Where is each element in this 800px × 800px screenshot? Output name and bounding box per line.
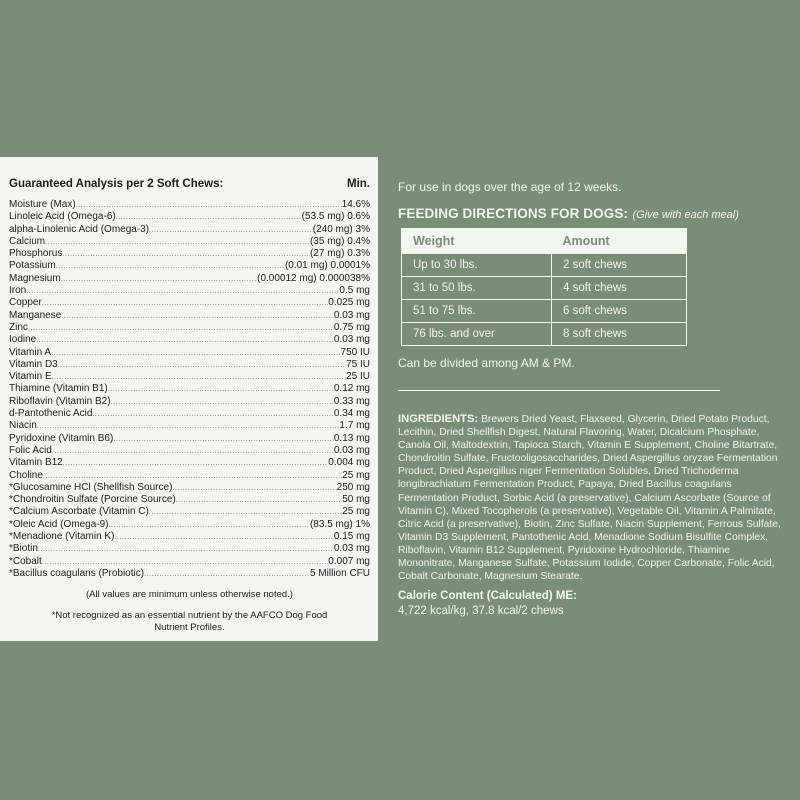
calorie-content-value: 4,722 kcal/kg, 37.8 kcal/2 chews <box>398 605 564 617</box>
leader-dots <box>51 348 340 360</box>
leader-dots <box>26 286 339 298</box>
nutrient-value: 0.03 mg <box>333 543 370 555</box>
nutrient-name: Thiamine (Vitamin B1) <box>9 383 108 395</box>
nutrient-value: (83.5 mg) 1% <box>309 518 370 530</box>
analysis-row <box>9 543 370 555</box>
nutrient-value: 0.12 mg <box>333 383 370 395</box>
nutrient-name: Folic Acid <box>9 444 52 456</box>
nutrient-name: Iodine <box>9 334 37 346</box>
aafco-note: *Not recognized as an essential nutrient by the AAFCO Dog Food Nutrient Profiles. <box>51 610 328 634</box>
amount-cell: 2 soft chews <box>552 254 687 277</box>
nutrient-value: 0.5 mg <box>339 285 370 297</box>
analysis-row <box>9 445 370 457</box>
nutrient-name: *Glucosamine HCl (Shellfish Source) <box>9 481 173 493</box>
analysis-row <box>9 420 370 432</box>
nutrient-name: Vitamin D3 <box>9 358 58 370</box>
nutrient-name: *Chondroitin Sulfate (Porcine Source) <box>9 494 176 506</box>
feeding-heading-subtitle: (Give with each meal) <box>632 209 739 221</box>
nutrient-name: *Cobalt <box>9 555 42 567</box>
analysis-row <box>9 408 370 420</box>
nutrient-name: Niacin <box>9 420 37 432</box>
calorie-content-title: Calorie Content (Calculated) ME: <box>398 590 577 602</box>
nutrient-name: Vitamin A <box>9 346 52 358</box>
analysis-min-label: Min. <box>347 178 370 190</box>
analysis-row <box>9 470 370 482</box>
analysis-row <box>9 457 370 469</box>
nutrient-name: Vitamin B12 <box>9 457 63 469</box>
nutrient-value: (0.00012 mg) 0.000038% <box>257 272 370 284</box>
nutrient-value: (240 mg) 3% <box>312 223 370 235</box>
nutrient-value: 0.75 mg <box>333 321 370 333</box>
nutrient-name: Riboflavin (Vitamin B2) <box>9 395 111 407</box>
nutrient-value: 14.6% <box>341 199 370 210</box>
nutrient-name: Magnesium <box>9 272 61 284</box>
guaranteed-analysis-panel <box>0 157 378 641</box>
analysis-row <box>9 285 370 297</box>
analysis-row <box>9 494 370 506</box>
analysis-title: Guaranteed Analysis per 2 Soft Chews: <box>9 178 224 190</box>
nutrient-value: 750 IU <box>340 346 370 358</box>
nutrient-value: 0.025 mg <box>328 297 370 309</box>
nutrient-name: Iron <box>9 285 27 297</box>
feeding-table-row <box>402 323 687 346</box>
nutrient-name: Zinc <box>9 321 28 333</box>
nutrient-name: Choline <box>9 469 43 481</box>
nutrient-name: Linoleic Acid (Omega-6) <box>9 211 116 223</box>
leader-dots <box>45 237 310 249</box>
nutrient-name: Copper <box>9 297 42 309</box>
leader-dots <box>63 458 329 470</box>
analysis-row <box>9 371 370 383</box>
column-weight: Weight <box>402 229 552 254</box>
nutrient-value: 75 IU <box>346 358 370 370</box>
leader-dots <box>56 261 285 273</box>
leader-dots <box>61 311 334 323</box>
weight-cell: 31 to 50 lbs. <box>402 277 552 300</box>
nutrient-value: 0.03 mg <box>333 309 370 321</box>
leader-dots <box>172 483 336 495</box>
amount-cell: 6 soft chews <box>552 300 687 323</box>
analysis-row <box>9 556 370 568</box>
nutrient-name: Moisture (Max) <box>9 199 76 210</box>
weight-cell: Up to 30 lbs. <box>402 254 552 277</box>
analysis-row <box>9 359 370 371</box>
leader-dots <box>108 520 309 532</box>
nutrient-value: 25 mg <box>342 469 370 481</box>
nutrient-value: 25 IU <box>346 371 370 383</box>
analysis-list <box>9 199 370 580</box>
leader-dots <box>36 335 334 347</box>
section-divider <box>398 390 720 391</box>
nutrient-name: *Oleic Acid (Omega-9) <box>9 518 109 530</box>
nutrient-value: 50 mg <box>342 494 370 506</box>
amount-cell: 4 soft chews <box>552 277 687 300</box>
analysis-row <box>9 334 370 346</box>
nutrient-value: 0.007 mg <box>328 555 370 567</box>
divided-dose-note: Can be divided among AM & PM. <box>398 356 575 370</box>
nutrient-name: Potassium <box>9 260 56 272</box>
feeding-table-row <box>402 254 687 277</box>
nutrient-name: *Bacillus coagulans (Probiotic) <box>9 567 145 579</box>
leader-dots <box>42 298 328 310</box>
leader-dots <box>38 544 334 556</box>
analysis-row <box>9 568 370 580</box>
nutrient-value: 25 mg <box>342 506 370 518</box>
nutrient-name: Phosphorus <box>9 248 63 260</box>
analysis-row <box>9 519 370 531</box>
nutrient-name: alpha-Linolenic Acid (Omega-3) <box>9 223 150 235</box>
nutrient-name: Pyridoxine (Vitamin B6) <box>9 432 114 444</box>
analysis-row <box>9 433 370 445</box>
analysis-row <box>9 199 370 211</box>
amount-cell: 8 soft chews <box>552 323 687 346</box>
leader-dots <box>58 360 346 372</box>
analysis-row <box>9 248 370 260</box>
leader-dots <box>108 384 334 396</box>
age-usage-note: For use in dogs over the age of 12 weeks. <box>398 180 622 194</box>
analysis-row <box>9 383 370 395</box>
nutrient-name: Vitamin E <box>9 371 52 383</box>
leader-dots <box>144 569 310 581</box>
weight-cell: 51 to 75 lbs. <box>402 300 552 323</box>
nutrient-value: (27 mg) 0.3% <box>309 248 370 260</box>
feeding-directions-heading <box>398 205 739 223</box>
analysis-header <box>9 176 370 192</box>
feeding-table-header <box>402 229 687 254</box>
leader-dots <box>62 249 310 261</box>
nutrient-value: 0.004 mg <box>328 457 370 469</box>
analysis-row <box>9 297 370 309</box>
nutrient-value: (0.01 mg) 0.0001% <box>284 260 370 272</box>
nutrient-name: *Menadione (Vitamin K) <box>9 531 115 543</box>
column-amount: Amount <box>552 229 687 254</box>
ingredients-section <box>398 413 788 583</box>
analysis-row <box>9 310 370 322</box>
analysis-row <box>9 396 370 408</box>
nutrient-name: Calcium <box>9 235 46 247</box>
nutrient-name: *Calcium Ascorbate (Vitamin C) <box>9 506 149 518</box>
nutrient-value: 0.15 mg <box>333 531 370 543</box>
analysis-row <box>9 260 370 272</box>
analysis-row <box>9 273 370 285</box>
analysis-row <box>9 506 370 518</box>
feeding-table <box>401 228 687 346</box>
leader-dots <box>28 323 334 335</box>
leader-dots <box>114 532 333 544</box>
feeding-heading-title: FEEDING DIRECTIONS FOR DOGS: <box>398 206 629 221</box>
nutrient-value: 5 Million CFU <box>309 567 370 579</box>
leader-dots <box>61 274 257 286</box>
analysis-row <box>9 211 370 223</box>
nutrient-value: 250 mg <box>336 481 370 493</box>
analysis-row <box>9 482 370 494</box>
nutrient-value: 0.34 mg <box>333 408 370 420</box>
leader-dots <box>52 446 334 458</box>
nutrient-name: Manganese <box>9 309 62 321</box>
analysis-row <box>9 531 370 543</box>
ingredients-text: Brewers Dried Yeast, Flaxseed, Glycerin, Dried Potato Product, Lecithin, Dried Shellfish Digest, Natural Flavoring, Water, Dicalcium Phosphate, Canola Oil, Maltodextrin, Tapioca Starch, Vitamin E Supplement, Choline Bitartrate, Chondroitin Sulfate, Fructooligosaccharides, Dried Aspergillus oryzae Fermentation Product, Dried Aspergillus niger Fermentation Solubles, Dried Trichoderma longibrachiatum Fermentation Product, Papaya, Dried Bacillus coagulans Fermentation Product, Sorbic Acid (a preservative), Calcium Ascorbate (Source of Vitamin C), Mixed Tocopherols (a preservative), Vegetable Oil, Vitamin A Palmitate, Citric Acid (a preservative), Biotin, Zinc Sulfate, Niacin Supplement, Ferrous Sulfate, Vitamin D3 Supplement, Pantothenic Acid, Menadione Sodium Bisulfite Complex, Riboflavin, Vitamin B12 Supplement, Pyridoxine Hydrochloride, Thiamine Mononitrate, Manganese Sulfate, Potassium Iodide, Copper Carbonate, Folic Acid, Cobalt Carbonate, Magnesium Stearate. <box>398 414 781 583</box>
nutrient-value: 0.03 mg <box>333 444 370 456</box>
weight-cell: 76 lbs. and over <box>402 323 552 346</box>
nutrient-value: 0.33 mg <box>333 395 370 407</box>
nutrient-value: 0.03 mg <box>333 334 370 346</box>
leader-dots <box>113 434 334 446</box>
analysis-row <box>9 236 370 248</box>
nutrient-value: 0.13 mg <box>333 432 370 444</box>
leader-dots <box>92 409 333 421</box>
analysis-row <box>9 224 370 236</box>
ingredients-label: INGREDIENTS: <box>398 413 479 425</box>
nutrient-name: d-Pantothenic Acid <box>9 408 93 420</box>
leader-dots <box>149 225 313 237</box>
feeding-table-row <box>402 300 687 323</box>
nutrient-value: 1.7 mg <box>339 420 370 432</box>
minimum-values-note: (All values are minimum unless otherwise noted.) <box>86 589 293 601</box>
feeding-table-row <box>402 277 687 300</box>
nutrient-name: *Biotin <box>9 543 38 555</box>
nutrient-value: (35 mg) 0.4% <box>309 235 370 247</box>
analysis-row <box>9 322 370 334</box>
analysis-row <box>9 347 370 359</box>
leader-dots <box>111 397 334 409</box>
nutrient-value: (53.5 mg) 0.6% <box>301 211 370 223</box>
leader-dots <box>176 495 342 507</box>
